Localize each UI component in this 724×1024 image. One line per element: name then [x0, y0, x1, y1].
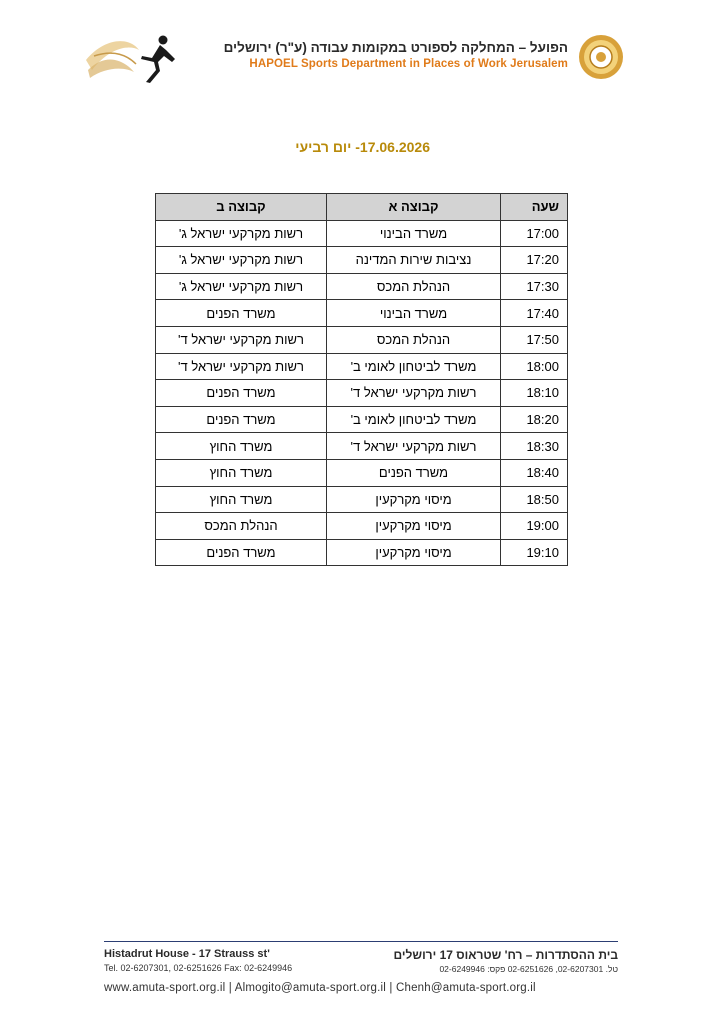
cell-time: 17:20: [501, 247, 568, 274]
runner-logo-icon: [84, 30, 184, 86]
cell-group-b: משרד הפנים: [156, 406, 327, 433]
cell-group-b: רשות מקרקעי ישראל ג': [156, 273, 327, 300]
footer-address-english: Histadrut House - 17 Strauss st': [104, 948, 270, 960]
table-row: [156, 247, 568, 274]
table-row: [156, 459, 568, 486]
table-row: [156, 433, 568, 460]
org-name-hebrew: הפועל – המחלקה לספורט במקומות עבודה (ע"ר) ירושלים: [223, 40, 568, 55]
cell-time: 18:00: [501, 353, 568, 380]
page-title: 17.06.2026- יום רביעי: [295, 139, 430, 155]
cell-group-a: מיסוי מקרקעין: [327, 539, 501, 566]
cell-group-b: משרד החוץ: [156, 459, 327, 486]
table-row: [156, 220, 568, 247]
cell-time: 17:50: [501, 326, 568, 353]
cell-time: 18:50: [501, 486, 568, 513]
cell-group-b: משרד הפנים: [156, 300, 327, 327]
cell-group-a: נציבות שירות המדינה: [327, 247, 501, 274]
schedule-table: [155, 193, 568, 566]
cell-group-a: רשות מקרקעי ישראל ד': [327, 380, 501, 407]
cell-time: 18:40: [501, 459, 568, 486]
cell-group-a: משרד הבינוי: [327, 300, 501, 327]
table-row: [156, 380, 568, 407]
table-row: [156, 486, 568, 513]
footer-web-contacts: www.amuta-sport.org.il | Almogito@amuta-sport.org.il | Chenh@amuta-sport.org.il: [104, 982, 536, 994]
cell-time: 17:00: [501, 220, 568, 247]
table-row: [156, 539, 568, 566]
table-row: [156, 326, 568, 353]
header-group-b: קבוצה ב: [156, 194, 327, 221]
cell-group-b: רשות מקרקעי ישראל ד': [156, 353, 327, 380]
cell-group-a: הנהלת המכס: [327, 273, 501, 300]
cell-group-b: הנהלת המכס: [156, 513, 327, 540]
cell-group-b: משרד הפנים: [156, 380, 327, 407]
cell-group-a: משרד לביטחון לאומי ב': [327, 353, 501, 380]
table-row: [156, 353, 568, 380]
cell-group-b: רשות מקרקעי ישראל ד': [156, 326, 327, 353]
cell-time: 19:00: [501, 513, 568, 540]
cell-time: 17:40: [501, 300, 568, 327]
cell-group-a: משרד הפנים: [327, 459, 501, 486]
footer-address-hebrew: בית ההסתדרות – רח' שטראוס 17 ירושלים: [393, 948, 618, 962]
cell-group-b: רשות מקרקעי ישראל ג': [156, 247, 327, 274]
header-time: שעה: [501, 194, 568, 221]
cell-group-b: משרד הפנים: [156, 539, 327, 566]
header-group-a: קבוצה א: [327, 194, 501, 221]
table-row: [156, 406, 568, 433]
cell-time: 17:30: [501, 273, 568, 300]
cell-group-a: הנהלת המכס: [327, 326, 501, 353]
footer-phones-english: Tel. 02-6207301, 02-6251626 Fax: 02-6249946: [104, 963, 293, 973]
cell-group-a: מיסוי מקרקעין: [327, 513, 501, 540]
cell-group-b: משרד החוץ: [156, 486, 327, 513]
letterhead: [84, 30, 624, 86]
footer-phones-hebrew: טל. 02-6207301, 02-6251626 פקס: 02-6249946: [439, 964, 618, 974]
table-header-row: [156, 194, 568, 221]
cell-time: 18:10: [501, 380, 568, 407]
org-name-english: HAPOEL Sports Department in Places of Work Jerusalem: [249, 58, 568, 70]
footer-divider: [104, 941, 618, 942]
cell-group-b: רשות מקרקעי ישראל ג': [156, 220, 327, 247]
table-row: [156, 273, 568, 300]
cell-time: 19:10: [501, 539, 568, 566]
cell-group-a: מיסוי מקרקעין: [327, 486, 501, 513]
cell-group-a: משרד לביטחון לאומי ב': [327, 406, 501, 433]
cell-group-a: רשות מקרקעי ישראל ד': [327, 433, 501, 460]
seal-logo-icon: [578, 34, 624, 80]
table-row: [156, 300, 568, 327]
table-row: [156, 513, 568, 540]
cell-time: 18:30: [501, 433, 568, 460]
cell-time: 18:20: [501, 406, 568, 433]
cell-group-a: משרד הבינוי: [327, 220, 501, 247]
cell-group-b: משרד החוץ: [156, 433, 327, 460]
